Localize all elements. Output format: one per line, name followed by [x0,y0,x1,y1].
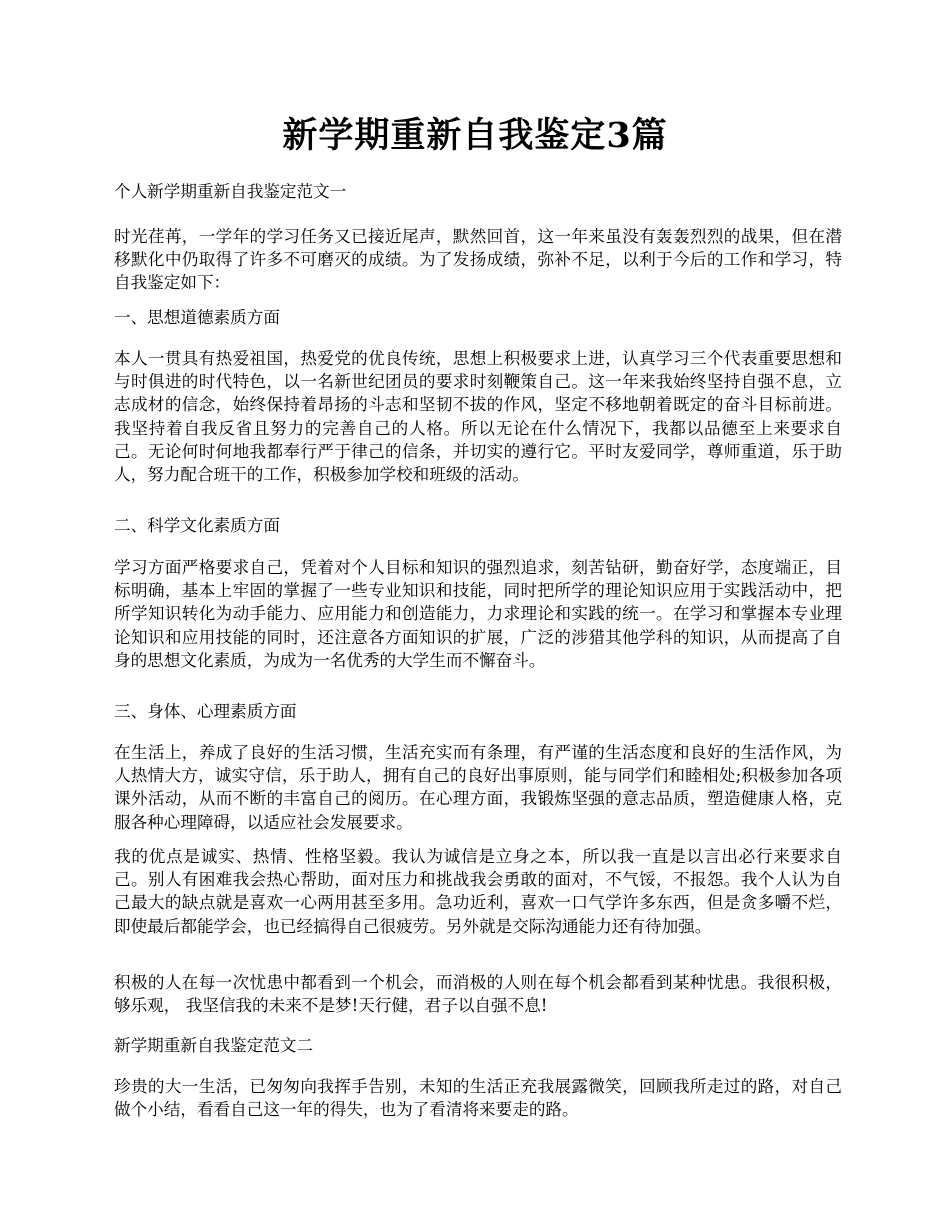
section-heading-essay-one: 个人新学期重新自我鉴定范文一 [114,182,347,201]
section-heading-culture: 二、科学文化素质方面 [114,516,280,535]
paragraph-essay-two-intro: 珍贵的大一生活，已匆匆向我挥手告别，未知的生活正充我展露微笑，回顾我所走过的路，对自己做个小结，看看自己这一年的得失，也为了看清将来要走的路。 [114,1077,842,1120]
paragraph-culture: 学习方面严格要求自己，凭着对个人目标和知识的强烈追求，刻苦钻研，勤奋好学，态度端正，目标明确，基本上牢固的掌握了一些专业知识和技能，同时把所学的理论知识应用于实践活动中，把所学知识转化为动手能力、应用能力和创造能力，力求理论和实践的统一。在学习和掌握本专业理论知识和应用技能的同时，还注意各方面知识的扩展，广泛的涉猎其他学科的知识，从而提高了自身的思想文化素质，为成为一名优秀的大学生而不懈奋斗。 [114,558,842,670]
paragraph-physical-mental: 在生活上，养成了良好的生活习惯，生活充实而有条理，有严谨的生活态度和良好的生活作风，为人热情大方，诚实守信，乐于助人，拥有自己的良好出事原则，能与同学们和睦相处;积极参加各项课外活动，从而不断的丰富自己的阅历。在心理方面，我锻炼坚强的意志品质，塑造健康人格，克服各种心理障碍，以适应社会发展要求。 [114,743,842,832]
section-heading-essay-two: 新学期重新自我鉴定范文二 [114,1036,314,1055]
paragraph-strengths-weaknesses: 我的优点是诚实、热情、性格坚毅。我认为诚信是立身之本，所以我一直是以言出必行来要求自己。别人有困难我会热心帮助，面对压力和挑战我会勇敢的面对，不气馁，不报怨。我个人认为自己最大的缺点就是喜欢一心两用甚至多用。急功近利，喜欢一口气学许多东西，但是贪多嚼不烂，即使最后都能学会，也已经搞得自己很疲劳。另外就是交际沟通能力还有待加强。 [114,847,842,936]
paragraph-moral: 本人一贯具有热爱祖国，热爱党的优良传统，思想上积极要求上进，认真学习三个代表重要思想和与时俱进的时代特色，以一名新世纪团员的要求时刻鞭策自己。这一年来我始终坚持自强不息，立志成材的信念，始终保持着昂扬的斗志和坚韧不拔的作风，坚定不移地朝着既定的奋斗目标前进。我坚持着自我反省且努力的完善自己的人格。所以无论在什么情况下，我都以品德至上来要求自己。无论何时何地我都奉行严于律己的信条，并切实的遵行它。平时友爱同学，尊师重道，乐于助人，努力配合班干的工作，积极参加学校和班级的活动。 [114,349,842,485]
section-heading-physical-mental: 三、身体、心理素质方面 [114,702,297,721]
paragraph-optimism: 积极的人在每一次忧患中都看到一个机会，而消极的人则在每个机会都看到某种忧患。我很积极，够乐观， 我坚信我的未来不是梦!天行健，君子以自强不息! [114,973,842,1016]
document-title: 新学期重新自我鉴定3篇 [282,115,668,156]
section-heading-moral: 一、思想道德素质方面 [114,308,280,327]
paragraph-intro: 时光荏苒，一学年的学习任务又已接近尾声，默然回首，这一年来虽没有轰轰烈烈的战果，但在潜移默化中仍取得了许多不可磨灭的成绩。为了发扬成绩，弥补不足，以利于今后的工作和学习，特自我鉴定如下： [114,227,842,293]
